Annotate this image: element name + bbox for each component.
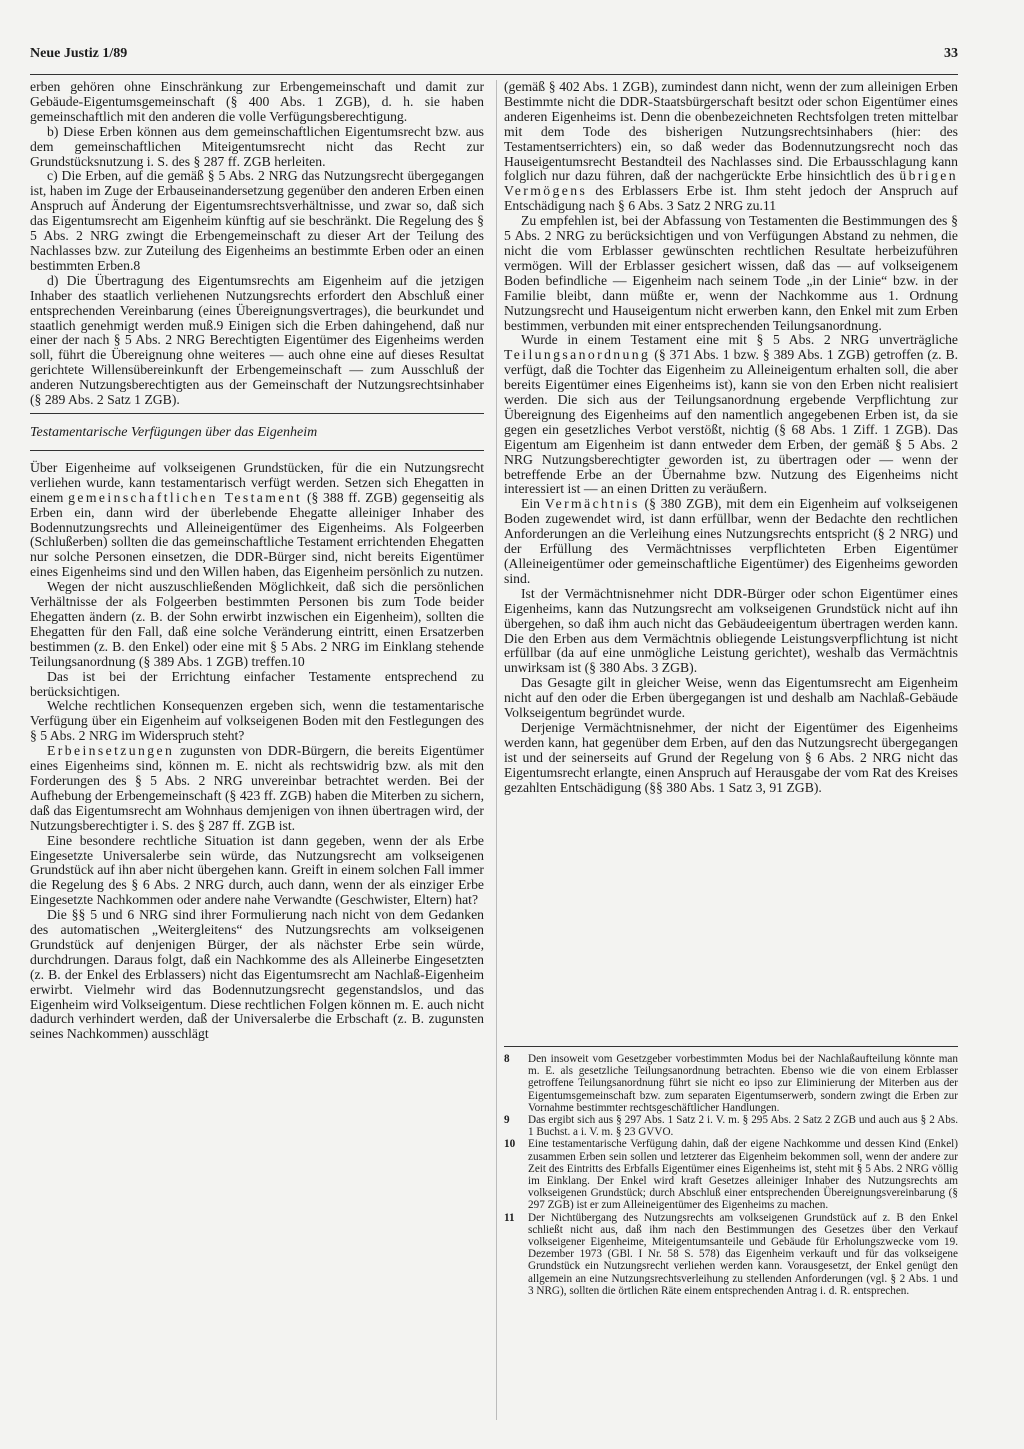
right-column <box>504 80 958 1040</box>
spaced-term: gemeinschaftlichen Testament <box>68 489 303 505</box>
footnotes <box>504 1046 958 1297</box>
paragraph: Das Gesagte gilt in gleicher Weise, wenn das Eigentumsrecht am Eigenheim nicht auf den oder die Erben übergegangen ist und deshalb am Nachlaß-Gebäude Volkseigentum begründet wurde. <box>504 675 958 721</box>
paragraph-b: b) Diese Erben können aus dem gemeinschaftlichen Eigentumsrecht bzw. aus dem gemeinschaftlichen Miteigentumsrecht nicht das Recht zur Grundstücksnutzung i. S. des § 287 ff. ZGB herleiten. <box>30 123 484 169</box>
column-divider <box>496 80 497 1420</box>
paragraph <box>504 497 958 586</box>
footnote <box>504 1114 958 1138</box>
paragraph <box>30 461 484 580</box>
section-heading: Testamentarische Verfügungen über das Eigenheim <box>30 424 318 440</box>
header-rule <box>30 74 958 75</box>
footnote-number: 10 <box>504 1138 516 1151</box>
left-column <box>30 80 484 1425</box>
text-run: Wurde in einem Testament eine mit § 5 Abs. 2 NRG unverträgliche <box>521 332 958 348</box>
spaced-term: Vermächtnis <box>544 496 640 512</box>
paragraph: Ist der Vermächtnisnehmer nicht DDR-Bürger oder schon Eigentümer eines Eigenheims, kann das Nutzungsrecht am volkseigenen Grundstück nicht auf ihn übergehen, so daß ihm auch nicht das Gebäudeeigentum übertragen werden kann. Die den Erben aus dem Vermächtnis obliegende Leistungsverpflichtung ist nicht erfüllbar (da auf eine unmögliche Leistung gerichtet), weshalb das Vermächtnis unwirksam ist (§ 380 Abs. 3 ZGB). <box>504 585 958 676</box>
spaced-term: Erbeinsetzungen <box>47 743 175 759</box>
footnote-number: 11 <box>504 1211 515 1224</box>
paragraph: Das ist bei der Errichtung einfacher Testamente entsprechend zu berücksichtigen. <box>30 668 484 699</box>
paragraph <box>30 744 484 833</box>
paragraph: Derjenige Vermächtnisnehmer, der nicht der Eigentümer des Eigenheims werden kann, hat gegenüber dem Erben, auf den das Nutzungsrecht übergegangen ist und der seinerseits auf Grund der Regelung von § 6 Abs. 2 NRG nicht das Eigentumsrecht erlangte, einen Anspruch auf Herausgabe der vom Rat des Kreises gezahlten Entschädigung (§§ 380 Abs. 1 Satz 3, 91 ZGB). <box>504 719 958 795</box>
paragraph <box>504 333 958 497</box>
text-run: des Erblassers Erbe ist. Ihm steht jedoch der Anspruch auf Entschädigung nach § 6 Abs. 3 Satz 2 NRG zu.11 <box>504 183 958 214</box>
page-number: 33 <box>944 46 958 61</box>
footnote-number: 9 <box>504 1114 510 1127</box>
footnote <box>504 1138 958 1211</box>
paragraph-d: d) Die Übertragung des Eigentumsrechts am Eigenheim auf die jetzigen Inhaber des staatlich verliehenen Nutzungsrechts erfordert den Abschluß einer entsprechenden Vereinbarung (eines Übereignungsvertrages), die beurkundet und staatlich genehmigt werden muß.9 Einigen sich die Erben dahingehend, daß nur einer der nach § 5 Abs. 2 NRG Berechtigten Eigentümer des Eigenheims werden soll, führt die Übereignung ohne weiteres — auch ohne eine auf dieses Resultat gerichtete Willensübereinkunft der Erbengemeinschaft — zum Ausschluß der anderen Nutzungsberechtigten aus der Gemeinschaft der Nutzungsrechtsinhaber (§ 289 Abs. 2 Satz 1 ZGB). <box>30 272 484 408</box>
paragraph: Eine besondere rechtliche Situation ist dann gegeben, wenn der als Erbe Eingesetzte Universalerbe sein würde, das Nutzungsrecht am volkseigenen Grundstück auf ihn aber nicht übergehen kann. Greift in einem solchen Fall immer die Regelung des § 6 Abs. 2 NRG durch, auch dann, wenn der als einziger Erbe Eingesetzte Nachkommen oder andere nahe Verwandte (Geschwister, Eltern) hat? <box>30 832 484 908</box>
footnote-text: Das ergibt sich aus § 297 Abs. 1 Satz 2 i. V. m. § 295 Abs. 2 Satz 2 ZGB und auch aus § 2 Abs. 1 Buchst. a i. V. m. § 23 GVVO. <box>528 1114 958 1139</box>
footnote <box>504 1212 958 1297</box>
journal-title: Neue Justiz 1/89 <box>30 46 128 61</box>
paragraph-continued: erben gehören ohne Einschränkung zur Erbengemeinschaft und damit zur Gebäude-Eigentumsgemeinschaft (§ 400 Abs. 1 ZGB), d. h. sie haben gemeinschaftlich mit den anderen die volle Verfügungsberechtigung. <box>30 80 484 124</box>
footnote-text: Eine testamentarische Verfügung dahin, daß der eigene Nachkomme und dessen Kind (Enkel) zusammen Erben sein sollen und letzterer das Eigenheim bekommen soll, wenn der andere zur Zeit des Eintritts des Erbfalls Eigentümer eines Eigenheims ist, steht mit § 5 Abs. 2 NRG völlig im Einklang. Der Enkel wird kraft Gesetzes alleiniger Inhaber des Nutzungsrechts am volkseigenen Grundstück; durch Abschluß einer entsprechenden Übereignungsvereinbarung (§ 297 ZGB) ist er zum Alleineigentümer des Eigenheims zu machen. <box>528 1138 958 1212</box>
paragraph: Zu empfehlen ist, bei der Abfassung von Testamenten die Bestimmungen des § 5 Abs. 2 NRG zu berücksichtigen und von Verfügungen Abstand zu nehmen, die nicht die vom Erblasser gewünschten rechtlichen Resultate herbeizuführen vermögen. Will der Erblasser gesichert wissen, daß das — auf volkseigenem Boden befindliche — Eigenheim nach seinem Tode „in der Linie“ bzw. in der Familie bleibt, dann müßte er, wenn der Nachkomme aus 1. Ordnung Nutzungsrecht und Hauseigentum nicht erwerben kann, den Enkel mit zum Erben bestimmen, verbunden mit einer entsprechenden Teilungsanordnung. <box>504 213 958 333</box>
text-run: (§ 380 ZGB), mit dem ein Eigenheim auf volkseigenen Boden zugewendet wird, ist dann erfüllbar, wenn der Bedachte den rechtlichen Anforderungen an die Verleihung eines Nutzungsrechts entspricht (§ 2 NRG) und der Erfüllung des Vermächtnisses verpflichteten Erben Eigentümer (Alleineigentümer oder gemeinschaftliche Eigentümer) des Eigenheims geworden sind. <box>504 496 958 586</box>
paragraph: Welche rechtlichen Konsequenzen ergeben sich, wenn die testamentarische Verfügung über ein Eigenheim auf volkseigenen Boden mit den Festlegungen des § 5 Abs. 2 NRG im Widerspruch steht? <box>30 698 484 744</box>
text-run: Über Eigenheime auf volkseigenen Grundstücken, für die ein Nutzungsrecht verliehen wurde, kann testamentarisch verfügt werden. Setzen sich Ehegatten in einem <box>30 459 484 505</box>
spaced-term: Teilungsanordnung <box>504 347 651 363</box>
text-run: zugunsten von DDR-Bürgern, die bereits Eigentümer eines Eigenheims sind, können m. E. nicht als rechtswidrig bzw. als mit den Forderungen des § 5 Abs. 2 NRG unvereinbar betrachtet werden. Bei der Aufhebung der Erbengemeinschaft (§ 423 ff. ZGB) haben die Miterben zu sichern, daß das Eigentumsrecht am Wohnhaus demjenigen von ihnen übertragen wird, der Nutzungsberechtigter i. S. des § 287 ff. ZGB ist. <box>30 743 484 833</box>
paragraph: Die §§ 5 und 6 NRG sind ihrer Formulierung nach nicht von dem Gedanken des automatischen „Weitergleitens“ des Nutzungsrechts am volkseigenen Grundstück auf denjenigen Bürger, der als nächster Erbe sein würde, durchdrungen. Daraus folgt, daß ein Nachkomme des als Alleinerbe Eingesetzten (z. B. der Enkel des Erblassers) nicht das Eigentumsrecht am Nachlaß-Eigenheim erwirbt. Vielmehr wird das Bodennutzungsrecht gegenstandslos, und das Eigenheim wird Volkseigentum. Diese rechtlichen Folgen können m. E. auch nicht dadurch verhindert werden, daß der Universalerbe die Erbschaft (z. B. zugunsten seines Nachkommen) ausschlägt <box>30 907 484 1042</box>
footnote-number: 8 <box>504 1053 510 1065</box>
text-run: (§ 388 ff. ZGB) gegenseitig als Erben ein, dann wird der überlebende Ehegatte alleiniger Inhaber des Bodennutzungsrechts und Alleineigentümer des Eigenheims. Als Folgeerben (Schlußerben) sollten die das gemeinschaftliche Testament errichtenden Ehegatten nur solche Personen einsetzen, die DDR-Bürger sind, nicht bereits Eigentümer eines Eigenheims sind und den Willen haben, das Eigenheim persönlich zu nutzen. <box>30 489 484 580</box>
footnote-text: Den insoweit vom Gesetzgeber vorbestimmten Modus bei der Nachlaßaufteilung könnte man m. E. als gesetzliche Teilungsanordnung betrachten. Ebenso wie die von einem Erblasser getroffene Teilungsanordnung führt sie nicht eo ipso zur Eliminierung der Miterben aus der Eigentumsgemeinschaft bzw. zum separaten Eigentumserwerb, sondern zwingt die Erben zur Vornahme bestimmter rechtsgeschäftlicher Handlungen. <box>528 1053 958 1114</box>
text-run: (§ 371 Abs. 1 bzw. § 389 Abs. 1 ZGB) getroffen (z. B. verfügt, daß die Tochter das Eigenheim zu Alleineigentum erhalten soll, die aber bereits Eigentümer eines Eigenheims ist), kann sie von den Erben nicht realisiert werden. Die sich aus der Teilungsanordnung ergebende Verpflichtung zur Übereignung des Eigenheims auf den namentlich angegebenen Erben ist, da sie gegen ein gesetzliches Verbot verstößt, nichtig (§ 68 Abs. 1 Ziff. 1 ZGB). Das Eigentum am Eigenheim ist dann entweder dem Erben, der gemäß § 5 Abs. 2 NRG Nutzungsberechtigter geworden ist, zu übertragen oder — wenn der betreffende Erbe an der Übernahme bzw. Nutzung des Eigenheims nicht interessiert ist — an einen Dritten zu veräußern. <box>504 347 958 497</box>
paragraph: Wegen der nicht auszuschließenden Möglichkeit, daß sich die persönlichen Verhältnisse der als Folgeerben bestimmten Personen bis zum Tode beider Ehegatten ändern (z. B. der Sohn erwirbt inzwischen ein Eigenheim), sollten die Ehegatten für den Fall, daß eine solche Veränderung eintritt, einen Ersatzerben bestimmen (z. B. den Enkel) oder eine mit § 5 Abs. 2 NRG im Einklang stehende Teilungsanordnung (§ 389 Abs. 1 ZGB) treffen.10 <box>30 579 484 669</box>
paragraph-c: c) Die Erben, auf die gemäß § 5 Abs. 2 NRG das Nutzungsrecht übergegangen ist, haben im Zuge der Erbauseinandersetzung gegenüber den anderen Erben einen Anspruch auf Änderung der Eigentumsrechtsverhältnisse, und zwar so, daß sich das Eigentumsrecht am Eigenheim künftig auf sie beschränkt. Die Regelung des § 5 Abs. 2 NRG zwingt die Erbengemeinschaft zu dieser Art der Teilung des Nachlasses bzw. zur Zuteilung des Eigenheims an bestimmte Erben oder an einen bestimmten Erben.8 <box>30 168 484 273</box>
footnote <box>504 1053 958 1114</box>
section-heading-box <box>30 413 484 451</box>
text-run: (gemäß § 402 Abs. 1 ZGB), zumindest dann nicht, wenn der zum alleinigen Erben Bestimmte nicht die DDR-Staatsbürgerschaft besitzt oder schon Eigentümer eines anderen Eigenheims ist. Denn die obenbezeichneten Rechtsfolgen treten mittelbar mit dem Tode des bisherigen Nutzungsrechtsinhabers (hier: des Testamentserrichters) ein, so daß weder das Bodennutzungsrecht noch das Hauseigentumsrecht Bestandteil des Nachlasses sind. Die Erbausschlagung kann folglich nur dazu führen, daß der nachgerückte Erbe hinsichtlich des <box>504 80 958 184</box>
footnote-text: Der Nichtübergang des Nutzungsrechts am volkseigenen Grundstück auf z. B den Enkel schließt nicht aus, daß ihm nach den Bestimmungen des Gesetzes über den Verkauf volkseigener Eigenheime, Miteigentumsanteile und Gebäude für Erholungszwecke vom 19. Dezember 1973 (GBl. I Nr. 58 S. 578) das Eigenheim verkauft und für das volkseigene Grundstück ein Nutzungsrecht verliehen werden kann. Vorausgesetzt, der Enkel genügt den allgemein an eine Nutzungsrechtsverleihung zu stellenden Anforderungen (vgl. § 2 Abs. 1 und 3 NRG), sollten die örtlichen Räte einem entsprechenden Antrag i. d. R. entsprechen. <box>528 1211 958 1297</box>
text-run: Ein <box>521 496 541 512</box>
paragraph-continued <box>504 80 958 214</box>
spaced-term: übrigen Vermögens <box>504 168 958 199</box>
